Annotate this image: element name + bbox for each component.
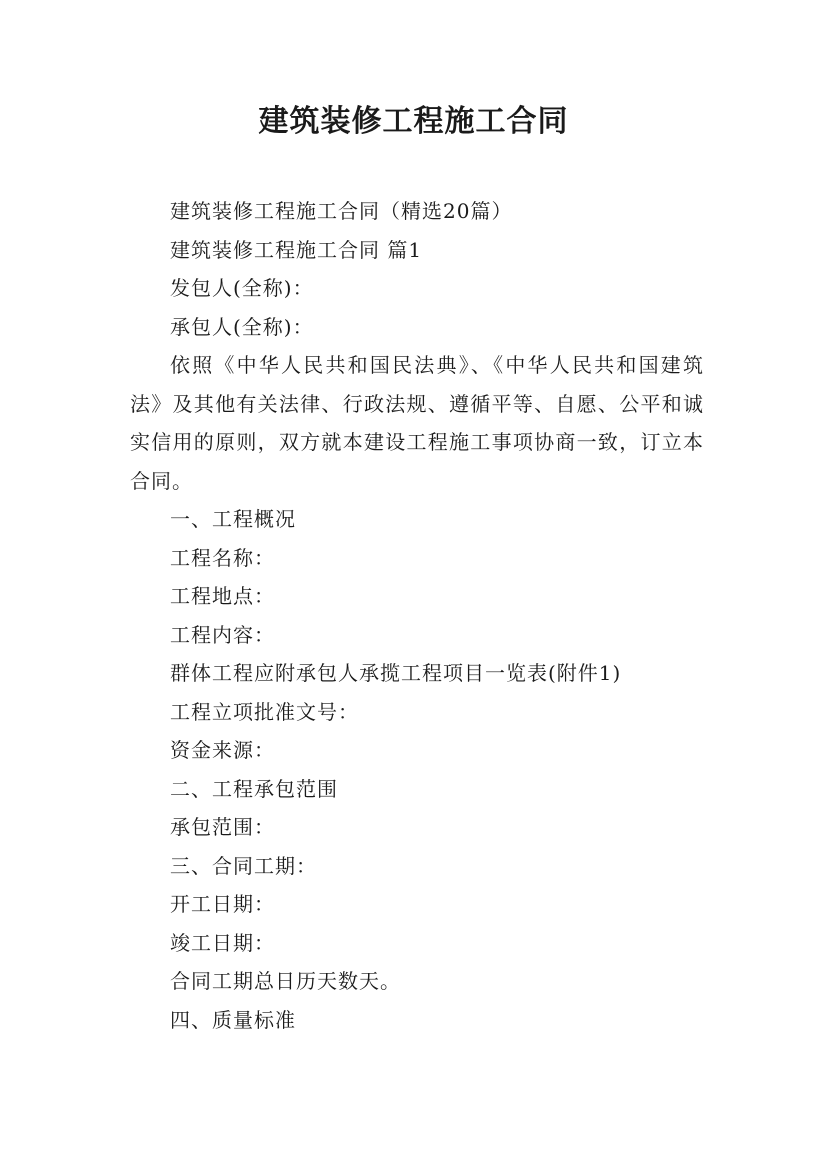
- paragraph-completion-date: 竣工日期：: [170, 930, 275, 955]
- paragraph-employer: 发包人(全称)：: [170, 276, 314, 300]
- paragraph-contractor: 承包人(全称)：: [170, 314, 314, 339]
- paragraph-project-location: 工程地点：: [170, 584, 275, 608]
- paragraph-project-name: 工程名称：: [170, 545, 275, 570]
- heading-quality-standard: 四、质量标准: [170, 1007, 296, 1032]
- paragraph-approval-number: 工程立项批准文号：: [170, 699, 359, 724]
- heading-contract-scope: 二、工程承包范围: [170, 776, 338, 801]
- heading-contract-period: 三、合同工期：: [170, 853, 317, 878]
- heading-project-overview: 一、工程概况: [170, 507, 296, 531]
- paragraph-start-date: 开工日期：: [170, 892, 275, 916]
- paragraph-project-content: 工程内容：: [170, 622, 275, 647]
- document-title: 建筑装修工程施工合同: [258, 104, 569, 139]
- document-body: [130, 192, 704, 1039]
- paragraph-scope: 承包范围：: [170, 815, 275, 839]
- paragraph-subtitle: 建筑装修工程施工合同（精选20篇）: [170, 199, 513, 223]
- paragraph-section-title: 建筑装修工程施工合同 篇1: [170, 237, 423, 262]
- paragraph-project-list: 群体工程应附承包人承揽工程项目一览表(附件1): [170, 661, 622, 685]
- paragraph-funding-source: 资金来源：: [170, 738, 275, 762]
- paragraph-total-days: 合同工期总日历天数天。: [170, 969, 401, 993]
- paragraph-preamble: 依照《中华人民共和国民法典》、《中华人民共和国建筑法》及其他有关法律、行政法规、遵循平等、自愿、公平和诚实信用的原则，双方就本建设工程施工事项协商一致，订立本合同。: [130, 353, 704, 493]
